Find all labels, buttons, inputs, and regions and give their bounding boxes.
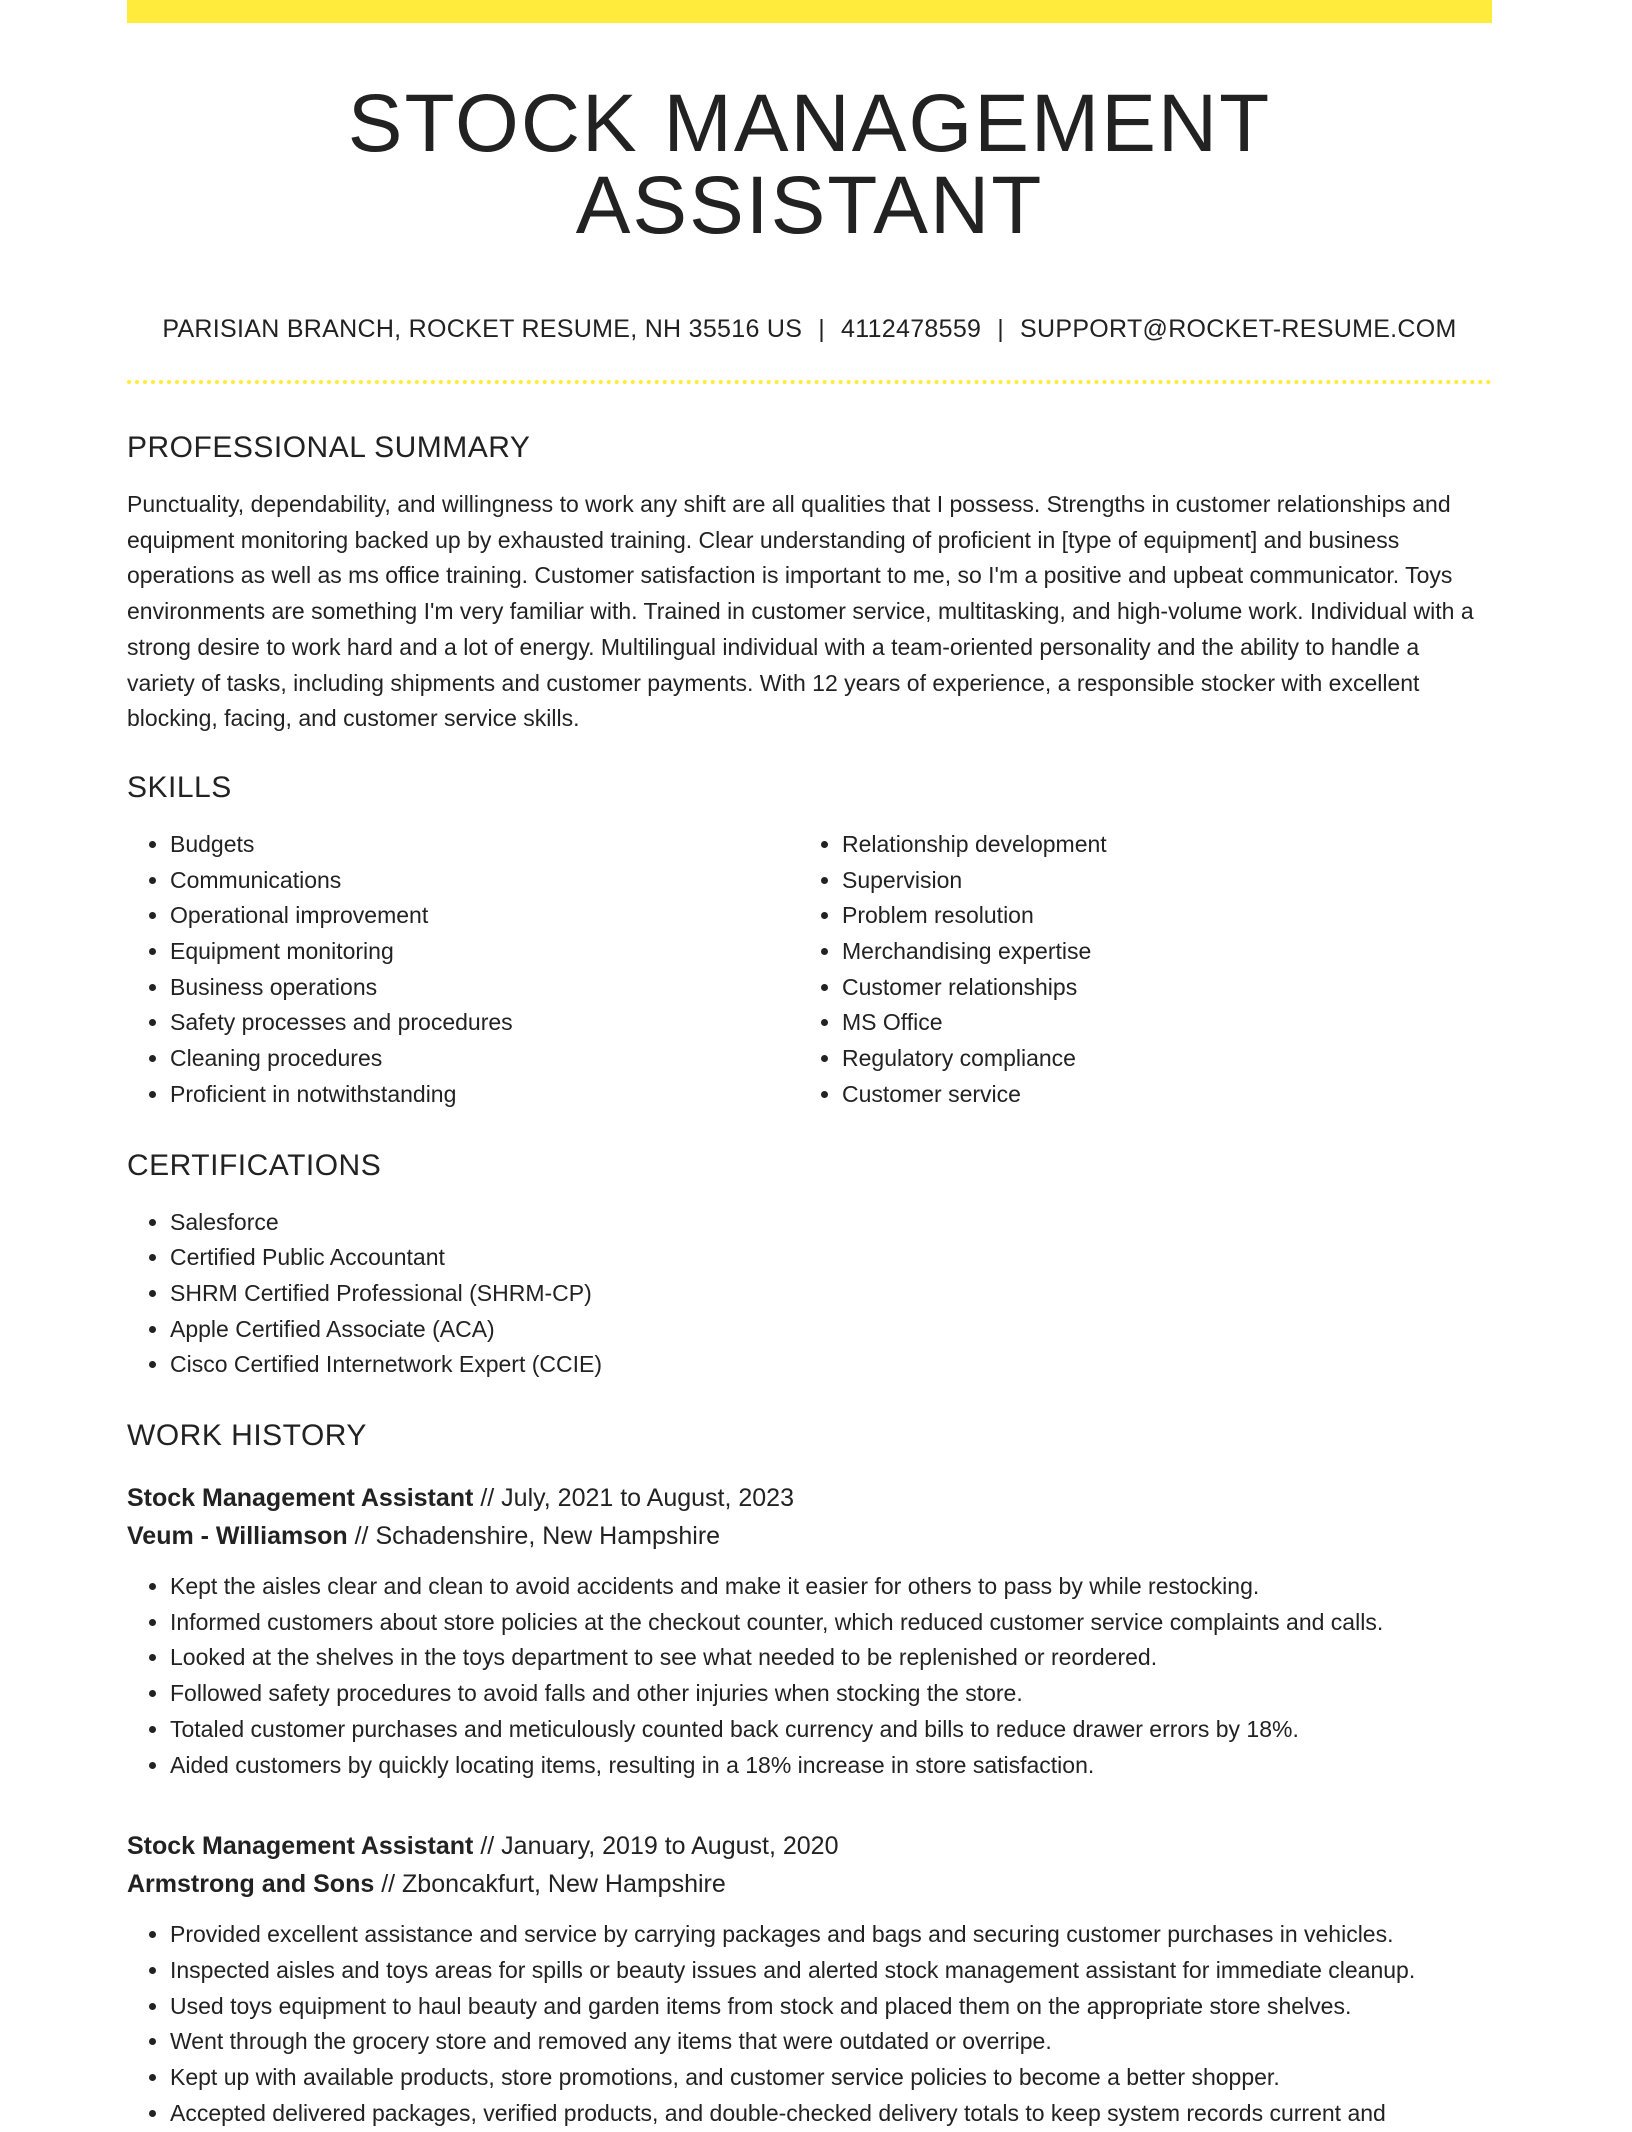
job-company: Armstrong and Sons xyxy=(127,1870,375,1899)
skill-item: • Equipment monitoring xyxy=(170,934,799,970)
work-history-section xyxy=(127,1421,1492,2131)
job-dates: // January, 2019 to August, 2020 xyxy=(473,1832,839,1861)
certifications-heading: CERTIFICATIONS xyxy=(127,1148,382,1182)
skill-item: • Budgets xyxy=(170,827,799,863)
job-bullet: • Kept up with available products, store promotions, and customer service policies to become a better shopper. xyxy=(170,2060,1492,2096)
certification-item: • SHRM Certified Professional (SHRM-CP) xyxy=(170,1276,1492,1312)
top-accent-bar xyxy=(127,0,1492,23)
job-title: Stock Management Assistant xyxy=(127,1832,474,1861)
certifications-section xyxy=(127,1148,1492,1384)
skills-section xyxy=(127,770,1492,1113)
job-title-line xyxy=(127,1827,1492,1865)
summary-section xyxy=(127,433,1492,737)
skill-item: • Customer service xyxy=(842,1077,1471,1113)
job-bullet: • Went through the grocery store and removed any items that were outdated or overripe. xyxy=(170,2024,1492,2060)
job-bullet: • Followed safety procedures to avoid falls and other injuries when stocking the store. xyxy=(170,1676,1492,1712)
job-bullet: • Inspected aisles and toys areas for spills or beauty issues and alerted stock management assistant for immediate cleanup. xyxy=(170,1953,1492,1989)
summary-heading: PROFESSIONAL SUMMARY xyxy=(127,431,531,464)
summary-text: Punctuality, dependability, and willingness to work any shift are all qualities that I possess. Strengths in customer relationships and equipment monitoring backed up by exhausted training. Clear understanding of proficient in [type of equipment] and business operations as well as ms office training. Customer satisfaction is important to me, so I'm a positive and upbeat communicator. Toys environments are something I'm very familiar with. Trained in customer service, multitasking, and high-volume work. Individual with a strong desire to work hard and a lot of energy. Multilingual individual with a team-oriented personality and the ability to handle a variety of tasks, including shipments and customer payments. With 12 years of experience, a responsible stocker with excellent blocking, facing, and customer service skills. xyxy=(127,491,1474,732)
job-title-line xyxy=(127,1479,1492,1517)
job-entry xyxy=(127,1827,1492,2131)
certification-item: • Apple Certified Associate (ACA) xyxy=(170,1312,1492,1348)
skills-column-left xyxy=(127,827,799,1113)
job-dates: // July, 2021 to August, 2023 xyxy=(473,1484,794,1513)
skill-item: • Merchandising expertise xyxy=(842,934,1471,970)
skill-item: • Operational improvement xyxy=(170,898,799,934)
contact-line xyxy=(127,317,1492,342)
job-company-line xyxy=(127,1865,1492,1903)
contact-separator: | xyxy=(997,315,1005,343)
job-company-line xyxy=(127,1517,1492,1555)
job-bullet: • Accepted delivered packages, verified products, and double-checked delivery totals to keep system records current and xyxy=(170,2096,1492,2132)
contact-email: SUPPORT@ROCKET-RESUME.COM xyxy=(1020,315,1457,343)
contact-separator: | xyxy=(818,315,826,343)
skills-heading: SKILLS xyxy=(127,770,232,804)
resume-title: STOCK MANAGEMENT ASSISTANT xyxy=(347,78,1272,251)
skill-item: • Cleaning procedures xyxy=(170,1041,799,1077)
skills-grid xyxy=(127,827,1492,1113)
certification-item: • Cisco Certified Internetwork Expert (CCIE) xyxy=(170,1347,1492,1383)
work-history-heading: WORK HISTORY xyxy=(127,1419,367,1453)
skills-column-right xyxy=(799,827,1471,1113)
skill-item: • MS Office xyxy=(842,1005,1471,1041)
skill-item: • Business operations xyxy=(170,970,799,1006)
job-company: Veum - Williamson xyxy=(127,1522,348,1551)
job-location: // Schadenshire, New Hampshire xyxy=(347,1522,721,1551)
contact-address: PARISIAN BRANCH, ROCKET RESUME, NH 35516 US xyxy=(162,315,803,343)
certifications-list xyxy=(127,1205,1492,1384)
job-bullet: • Aided customers by quickly locating items, resulting in a 18% increase in store satisfaction. xyxy=(170,1748,1492,1784)
skill-item: • Problem resolution xyxy=(842,898,1471,934)
job-title: Stock Management Assistant xyxy=(127,1484,474,1513)
job-bullet: • Totaled customer purchases and meticulously counted back currency and bills to reduce drawer errors by 18%. xyxy=(170,1712,1492,1748)
job-entry xyxy=(127,1479,1492,1783)
job-bullet: • Provided excellent assistance and service by carrying packages and bags and securing customer purchases in vehicles. xyxy=(170,1917,1492,1953)
job-bullets xyxy=(127,1917,1492,2131)
resume-page xyxy=(127,0,1492,2132)
dotted-divider xyxy=(127,380,1492,384)
skill-item: • Communications xyxy=(170,863,799,899)
skill-item: • Proficient in notwithstanding xyxy=(170,1077,799,1113)
certification-item: • Certified Public Accountant xyxy=(170,1240,1492,1276)
certification-item: • Salesforce xyxy=(170,1205,1492,1241)
job-location: // Zboncakfurt, New Hampshire xyxy=(374,1870,726,1899)
job-bullet: • Kept the aisles clear and clean to avoid accidents and make it easier for others to pass by while restocking. xyxy=(170,1569,1492,1605)
contact-phone: 4112478559 xyxy=(841,315,982,343)
job-bullet: • Looked at the shelves in the toys department to see what needed to be replenished or reordered. xyxy=(170,1640,1492,1676)
skill-item: • Relationship development xyxy=(842,827,1471,863)
skill-item: • Safety processes and procedures xyxy=(170,1005,799,1041)
job-bullet: • Informed customers about store policies at the checkout counter, which reduced customer service complaints and calls. xyxy=(170,1605,1492,1641)
skill-item: • Regulatory compliance xyxy=(842,1041,1471,1077)
job-bullet: • Used toys equipment to haul beauty and garden items from stock and placed them on the appropriate store shelves. xyxy=(170,1989,1492,2025)
skill-item: • Customer relationships xyxy=(842,970,1471,1006)
skill-item: • Supervision xyxy=(842,863,1471,899)
job-bullets xyxy=(127,1569,1492,1783)
